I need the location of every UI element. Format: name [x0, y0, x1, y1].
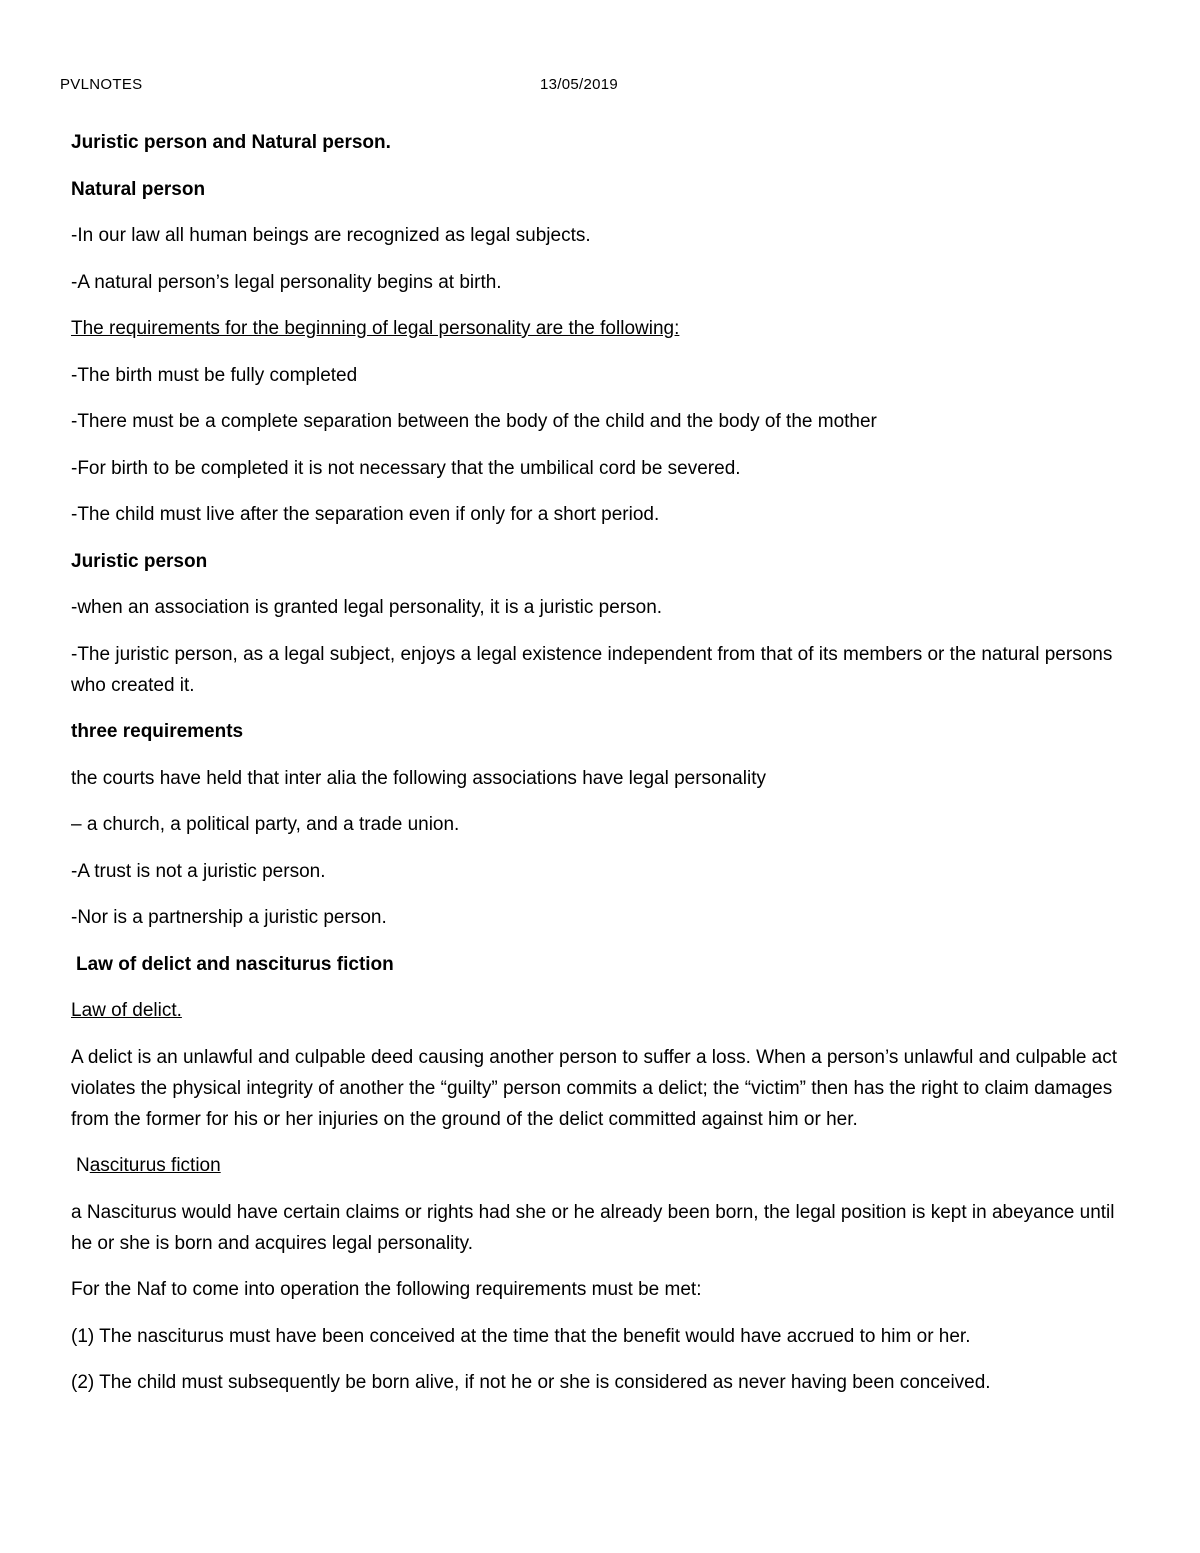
requirement-1: -The birth must be fully completed	[71, 364, 358, 386]
courts-paragraph: the courts have held that inter alia the following associations have legal personality	[71, 767, 766, 789]
natural-person-heading: Natural person	[71, 178, 206, 200]
law-of-delict-heading: Law of delict.	[71, 1000, 182, 1021]
nasciturus-paragraph: a Nasciturus would have certain claims or rights had she or he already been born, the legal position is kept in abeyance until he or she is born and acquires legal personality.	[71, 1201, 1115, 1254]
naf-requirement-1: (1) The nasciturus must have been conceived at the time that the benefit would have accrued to him or her.	[71, 1325, 971, 1347]
document-body	[71, 127, 1131, 1414]
trust-paragraph: -A trust is not a juristic person.	[71, 860, 326, 882]
header-date: 13/05/2019	[540, 76, 619, 93]
three-requirements-heading: three requirements	[71, 721, 244, 742]
requirement-3: -For birth to be completed it is not necessary that the umbilical cord be severed.	[71, 457, 741, 479]
partnership-paragraph: -Nor is a partnership a juristic person.	[71, 907, 387, 928]
delict-paragraph: A delict is an unlawful and culpable deed causing another person to suffer a loss. When a person’s unlawful and culpable act violates the physical integrity of another the “guilty” person commits a delict; the “victim” then has the right to claim damages from the former for his or her injuries on the ground of the delict committed against him or her.	[71, 1046, 1118, 1130]
nasciturus-heading-rest: asciturus fiction	[89, 1155, 221, 1176]
natural-person-paragraph-1: -In our law all human beings are recognized as legal subjects.	[71, 225, 591, 246]
naf-requirement-2: (2) The child must subsequently be born alive, if not he or she is considered as never having been conceived.	[71, 1372, 991, 1393]
juristic-person-paragraph-1: -when an association is granted legal personality, it is a juristic person.	[71, 597, 663, 618]
requirement-4: -The child must live after the separation even if only for a short period.	[71, 504, 660, 525]
document-title: Juristic person and Natural person.	[71, 132, 391, 153]
natural-person-paragraph-2: -A natural person’s legal personality begins at birth.	[71, 271, 502, 293]
nasciturus-heading-initial: N	[76, 1155, 90, 1176]
delict-nasciturus-heading: Law of delict and nasciturus fiction	[76, 953, 394, 975]
header-label: PVLNOTES	[60, 76, 143, 93]
naf-paragraph: For the Naf to come into operation the following requirements must be met:	[71, 1279, 702, 1300]
nasciturus-fiction-heading	[71, 1150, 1131, 1181]
juristic-person-paragraph-2: -The juristic person, as a legal subject, enjoys a legal existence independent from that of its members or the natural persons who created it.	[71, 643, 1113, 696]
requirements-heading: The requirements for the beginning of legal personality are the following:	[71, 318, 680, 339]
associations-list: – a church, a political party, and a trade union.	[71, 814, 460, 835]
juristic-person-heading: Juristic person	[71, 550, 208, 572]
requirement-2: -There must be a complete separation between the body of the child and the body of the mother	[71, 411, 877, 432]
